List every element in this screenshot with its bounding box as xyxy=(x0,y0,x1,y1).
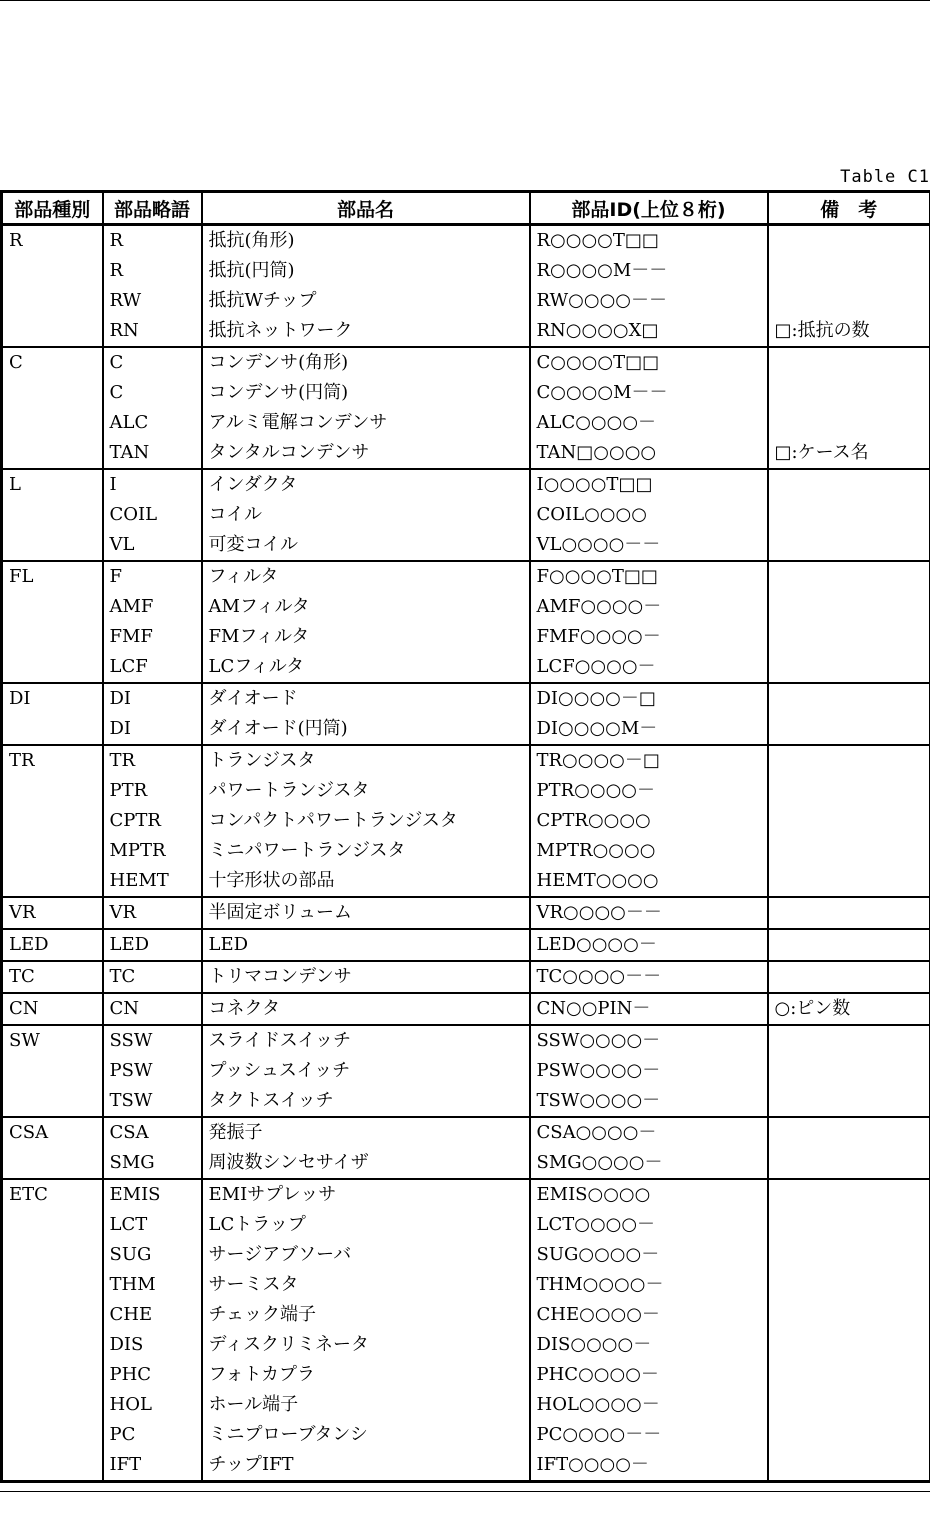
cell-part-id: LCT○○○○－ xyxy=(530,1210,768,1240)
cell-part-name: コンデンサ(角形) xyxy=(202,347,530,378)
cell-remarks xyxy=(768,1270,930,1300)
cell-remarks xyxy=(768,561,930,592)
cell-part-abbr: ALC xyxy=(103,408,202,438)
cell-part-name: コンデンサ(円筒) xyxy=(202,378,530,408)
cell-part-name: LCトラップ xyxy=(202,1210,530,1240)
cell-part-name: パワートランジスタ xyxy=(202,776,530,806)
table-row xyxy=(2,1240,930,1270)
cell-part-name: コンパクトパワートランジスタ xyxy=(202,806,530,836)
cell-part-type xyxy=(2,1240,103,1270)
cell-remarks xyxy=(768,469,930,500)
table-caption: Table C1 xyxy=(840,167,930,187)
header-row xyxy=(2,192,930,225)
cell-part-name: 抵抗(角形) xyxy=(202,225,530,257)
cell-part-type xyxy=(2,316,103,347)
cell-remarks: □:抵抗の数 xyxy=(768,316,930,347)
cell-part-name: ディスクリミネータ xyxy=(202,1330,530,1360)
cell-part-abbr: RN xyxy=(103,316,202,347)
cell-part-id: IFT○○○○－ xyxy=(530,1450,768,1482)
cell-remarks xyxy=(768,1179,930,1210)
table-row xyxy=(2,652,930,683)
cell-part-abbr: TSW xyxy=(103,1086,202,1117)
cell-part-name: タクトスイッチ xyxy=(202,1086,530,1117)
cell-part-name: ホール端子 xyxy=(202,1390,530,1420)
cell-part-type xyxy=(2,776,103,806)
cell-part-type xyxy=(2,530,103,561)
cell-part-id: DI○○○○M－ xyxy=(530,714,768,745)
cell-remarks xyxy=(768,897,930,929)
cell-part-id: R○○○○M－－ xyxy=(530,256,768,286)
cell-remarks xyxy=(768,836,930,866)
cell-part-name: 抵抗(円筒) xyxy=(202,256,530,286)
cell-part-type: CN xyxy=(2,993,103,1025)
cell-part-name: コネクタ xyxy=(202,993,530,1025)
header-part-name: 部品名 xyxy=(202,192,530,225)
cell-part-id: PSW○○○○－ xyxy=(530,1056,768,1086)
cell-part-id: CSA○○○○－ xyxy=(530,1117,768,1148)
cell-part-type xyxy=(2,1086,103,1117)
cell-part-id: TR○○○○－□ xyxy=(530,745,768,776)
cell-part-abbr: FMF xyxy=(103,622,202,652)
cell-part-name: FMフィルタ xyxy=(202,622,530,652)
top-rule xyxy=(0,0,930,1)
cell-part-name: 可変コイル xyxy=(202,530,530,561)
cell-part-id: TAN□○○○○ xyxy=(530,438,768,469)
cell-part-id: RN○○○○X□ xyxy=(530,316,768,347)
cell-remarks xyxy=(768,408,930,438)
cell-part-abbr: TR xyxy=(103,745,202,776)
cell-part-abbr: MPTR xyxy=(103,836,202,866)
header-part-id: 部品ID(上位８桁) xyxy=(530,192,768,225)
cell-part-abbr: SMG xyxy=(103,1148,202,1179)
cell-part-abbr: CPTR xyxy=(103,806,202,836)
table-row xyxy=(2,1086,930,1117)
cell-part-abbr: TC xyxy=(103,961,202,993)
parts-table xyxy=(0,190,930,1483)
cell-remarks xyxy=(768,1117,930,1148)
cell-part-id: PC○○○○－－ xyxy=(530,1420,768,1450)
cell-part-id: CHE○○○○－ xyxy=(530,1300,768,1330)
cell-part-id: FMF○○○○－ xyxy=(530,622,768,652)
table-row xyxy=(2,993,930,1025)
cell-remarks xyxy=(768,500,930,530)
cell-part-id: LCF○○○○－ xyxy=(530,652,768,683)
cell-part-abbr: SUG xyxy=(103,1240,202,1270)
cell-part-type: LED xyxy=(2,929,103,961)
table-row xyxy=(2,530,930,561)
cell-remarks xyxy=(768,592,930,622)
cell-part-abbr: CN xyxy=(103,993,202,1025)
cell-part-abbr: RW xyxy=(103,286,202,316)
cell-remarks xyxy=(768,714,930,745)
cell-part-id: SSW○○○○－ xyxy=(530,1025,768,1056)
cell-remarks: □:ケース名 xyxy=(768,438,930,469)
cell-part-type xyxy=(2,1148,103,1179)
table-row xyxy=(2,622,930,652)
cell-remarks xyxy=(768,286,930,316)
cell-part-name: EMIサプレッサ xyxy=(202,1179,530,1210)
cell-part-id: SUG○○○○－ xyxy=(530,1240,768,1270)
cell-part-type: L xyxy=(2,469,103,500)
cell-part-id: LED○○○○－ xyxy=(530,929,768,961)
cell-part-name: トランジスタ xyxy=(202,745,530,776)
table-row xyxy=(2,1450,930,1482)
cell-part-name: 抵抗ネットワーク xyxy=(202,316,530,347)
cell-part-id: DI○○○○－□ xyxy=(530,683,768,714)
cell-remarks xyxy=(768,256,930,286)
cell-part-type xyxy=(2,714,103,745)
table-row xyxy=(2,500,930,530)
cell-part-id: TSW○○○○－ xyxy=(530,1086,768,1117)
table-row xyxy=(2,714,930,745)
cell-part-id: PTR○○○○－ xyxy=(530,776,768,806)
cell-part-abbr: AMF xyxy=(103,592,202,622)
cell-part-name: フィルタ xyxy=(202,561,530,592)
cell-part-name: コイル xyxy=(202,500,530,530)
cell-part-abbr: LED xyxy=(103,929,202,961)
cell-part-id: EMIS○○○○ xyxy=(530,1179,768,1210)
table-row xyxy=(2,225,930,257)
table-row xyxy=(2,806,930,836)
cell-part-type xyxy=(2,500,103,530)
cell-part-abbr: LCF xyxy=(103,652,202,683)
cell-part-type xyxy=(2,1450,103,1482)
table-row xyxy=(2,592,930,622)
cell-part-abbr: C xyxy=(103,378,202,408)
cell-part-abbr: C xyxy=(103,347,202,378)
table-row xyxy=(2,897,930,929)
cell-part-abbr: R xyxy=(103,225,202,257)
table-row xyxy=(2,1025,930,1056)
cell-part-id: PHC○○○○－ xyxy=(530,1360,768,1390)
table-row xyxy=(2,1210,930,1240)
cell-part-type: SW xyxy=(2,1025,103,1056)
cell-part-type xyxy=(2,1270,103,1300)
cell-part-type xyxy=(2,836,103,866)
cell-part-abbr: IFT xyxy=(103,1450,202,1482)
cell-part-type: VR xyxy=(2,897,103,929)
cell-part-id: VL○○○○－－ xyxy=(530,530,768,561)
cell-remarks xyxy=(768,225,930,257)
cell-part-id: HOL○○○○－ xyxy=(530,1390,768,1420)
table-row xyxy=(2,1330,930,1360)
cell-part-abbr: DI xyxy=(103,714,202,745)
cell-part-type: ETC xyxy=(2,1179,103,1210)
cell-part-name: ミニプローブタンシ xyxy=(202,1420,530,1450)
table-row xyxy=(2,961,930,993)
cell-part-name: 十字形状の部品 xyxy=(202,866,530,897)
table-row xyxy=(2,256,930,286)
table-row xyxy=(2,1300,930,1330)
table-row xyxy=(2,1179,930,1210)
cell-part-name: 周波数シンセサイザ xyxy=(202,1148,530,1179)
cell-part-type xyxy=(2,408,103,438)
cell-part-id: SMG○○○○－ xyxy=(530,1148,768,1179)
cell-part-name: AMフィルタ xyxy=(202,592,530,622)
cell-part-id: TC○○○○－－ xyxy=(530,961,768,993)
cell-part-id: CN○○PIN－ xyxy=(530,993,768,1025)
bottom-rule xyxy=(0,1491,930,1492)
cell-remarks xyxy=(768,1056,930,1086)
table-row xyxy=(2,836,930,866)
cell-part-id: VR○○○○－－ xyxy=(530,897,768,929)
cell-part-id: CPTR○○○○ xyxy=(530,806,768,836)
header-part-abbr: 部品略語 xyxy=(103,192,202,225)
cell-part-abbr: CHE xyxy=(103,1300,202,1330)
table-row xyxy=(2,1056,930,1086)
cell-remarks: ○:ピン数 xyxy=(768,993,930,1025)
cell-part-id: C○○○○T□□ xyxy=(530,347,768,378)
cell-part-type: TC xyxy=(2,961,103,993)
cell-part-id: DIS○○○○－ xyxy=(530,1330,768,1360)
cell-part-type xyxy=(2,592,103,622)
cell-remarks xyxy=(768,1420,930,1450)
cell-remarks xyxy=(768,776,930,806)
cell-part-type xyxy=(2,1360,103,1390)
table-row xyxy=(2,316,930,347)
cell-part-id: ALC○○○○－ xyxy=(530,408,768,438)
cell-part-id: COIL○○○○ xyxy=(530,500,768,530)
cell-part-type xyxy=(2,1300,103,1330)
cell-part-type xyxy=(2,1420,103,1450)
cell-part-name: サージアブソーバ xyxy=(202,1240,530,1270)
cell-part-abbr: EMIS xyxy=(103,1179,202,1210)
cell-part-type xyxy=(2,378,103,408)
cell-remarks xyxy=(768,622,930,652)
cell-remarks xyxy=(768,1360,930,1390)
cell-part-type xyxy=(2,1210,103,1240)
cell-part-name: ミニパワートランジスタ xyxy=(202,836,530,866)
cell-part-type: CSA xyxy=(2,1117,103,1148)
table-row xyxy=(2,745,930,776)
cell-part-id: F○○○○T□□ xyxy=(530,561,768,592)
table-row xyxy=(2,1148,930,1179)
cell-part-name: LCフィルタ xyxy=(202,652,530,683)
cell-part-id: MPTR○○○○ xyxy=(530,836,768,866)
cell-part-name: 抵抗Wチップ xyxy=(202,286,530,316)
cell-part-name: 発振子 xyxy=(202,1117,530,1148)
cell-remarks xyxy=(768,530,930,561)
cell-part-abbr: VL xyxy=(103,530,202,561)
cell-part-name: インダクタ xyxy=(202,469,530,500)
cell-part-name: スライドスイッチ xyxy=(202,1025,530,1056)
cell-part-abbr: PTR xyxy=(103,776,202,806)
cell-part-name: フォトカプラ xyxy=(202,1360,530,1390)
cell-part-type: R xyxy=(9,230,23,251)
header-part-type: 部品種別 xyxy=(2,192,103,225)
cell-part-abbr: DI xyxy=(103,683,202,714)
cell-remarks xyxy=(768,1450,930,1482)
table-row xyxy=(2,438,930,469)
cell-remarks xyxy=(768,347,930,378)
cell-part-name: チェック端子 xyxy=(202,1300,530,1330)
table-row xyxy=(2,286,930,316)
cell-remarks xyxy=(768,806,930,836)
table-row xyxy=(2,683,930,714)
cell-part-type xyxy=(2,652,103,683)
cell-part-type: FL xyxy=(2,561,103,592)
cell-part-type xyxy=(2,256,103,286)
header-remarks: 備 考 xyxy=(768,192,930,225)
cell-part-abbr: I xyxy=(103,469,202,500)
cell-part-abbr: CSA xyxy=(103,1117,202,1148)
cell-part-abbr: F xyxy=(103,561,202,592)
cell-remarks xyxy=(768,1330,930,1360)
cell-part-abbr: PSW xyxy=(103,1056,202,1086)
table-row xyxy=(2,1360,930,1390)
cell-part-id: HEMT○○○○ xyxy=(530,866,768,897)
cell-remarks xyxy=(768,866,930,897)
cell-remarks xyxy=(768,1148,930,1179)
cell-part-abbr: LCT xyxy=(103,1210,202,1240)
table-body xyxy=(2,225,930,1482)
cell-remarks xyxy=(768,1210,930,1240)
cell-part-name: プッシュスイッチ xyxy=(202,1056,530,1086)
cell-remarks xyxy=(768,1025,930,1056)
cell-part-name: サーミスタ xyxy=(202,1270,530,1300)
cell-part-type xyxy=(2,286,103,316)
cell-part-id: RW○○○○－－ xyxy=(530,286,768,316)
cell-part-type xyxy=(2,1390,103,1420)
table-row xyxy=(2,929,930,961)
cell-part-abbr: THM xyxy=(103,1270,202,1300)
cell-part-abbr: VR xyxy=(103,897,202,929)
cell-part-id: C○○○○M－－ xyxy=(530,378,768,408)
cell-remarks xyxy=(768,929,930,961)
cell-remarks xyxy=(768,1390,930,1420)
table-row xyxy=(2,1117,930,1148)
cell-remarks xyxy=(768,1086,930,1117)
cell-part-name: LED xyxy=(202,929,530,961)
cell-remarks xyxy=(768,745,930,776)
cell-remarks xyxy=(768,1300,930,1330)
table-row xyxy=(2,776,930,806)
cell-part-type xyxy=(2,622,103,652)
cell-part-type: C xyxy=(2,347,103,378)
cell-remarks xyxy=(768,652,930,683)
cell-part-name: ダイオード(円筒) xyxy=(202,714,530,745)
cell-part-abbr: PHC xyxy=(103,1360,202,1390)
cell-part-name: 半固定ボリューム xyxy=(202,897,530,929)
table-row xyxy=(2,1270,930,1300)
cell-part-abbr: HOL xyxy=(103,1390,202,1420)
table-row xyxy=(2,561,930,592)
cell-part-name: アルミ電解コンデンサ xyxy=(202,408,530,438)
cell-remarks xyxy=(768,1240,930,1270)
cell-part-name: チップIFT xyxy=(202,1450,530,1482)
cell-part-id: AMF○○○○－ xyxy=(530,592,768,622)
table-row xyxy=(2,1420,930,1450)
cell-remarks xyxy=(768,683,930,714)
cell-part-abbr: PC xyxy=(103,1420,202,1450)
cell-remarks xyxy=(768,961,930,993)
table-row xyxy=(2,347,930,378)
cell-part-abbr: HEMT xyxy=(103,866,202,897)
cell-part-abbr: DIS xyxy=(103,1330,202,1360)
cell-part-abbr: R xyxy=(103,256,202,286)
cell-part-name: トリマコンデンサ xyxy=(202,961,530,993)
cell-remarks xyxy=(768,378,930,408)
cell-part-type xyxy=(2,806,103,836)
table-row xyxy=(2,378,930,408)
cell-part-type: TR xyxy=(2,745,103,776)
table-row xyxy=(2,866,930,897)
cell-part-type: DI xyxy=(2,683,103,714)
cell-part-abbr: SSW xyxy=(103,1025,202,1056)
cell-part-type xyxy=(2,866,103,897)
cell-part-name: タンタルコンデンサ xyxy=(202,438,530,469)
cell-part-type xyxy=(2,1330,103,1360)
cell-part-abbr: TAN xyxy=(103,438,202,469)
cell-part-id: I○○○○T□□ xyxy=(530,469,768,500)
table-row xyxy=(2,1390,930,1420)
cell-part-id: THM○○○○－ xyxy=(530,1270,768,1300)
cell-part-type xyxy=(2,1056,103,1086)
table-row xyxy=(2,408,930,438)
cell-part-abbr: COIL xyxy=(103,500,202,530)
cell-part-type xyxy=(2,438,103,469)
cell-part-id: R○○○○T□□ xyxy=(530,225,768,257)
table-row xyxy=(2,469,930,500)
cell-part-name: ダイオード xyxy=(202,683,530,714)
